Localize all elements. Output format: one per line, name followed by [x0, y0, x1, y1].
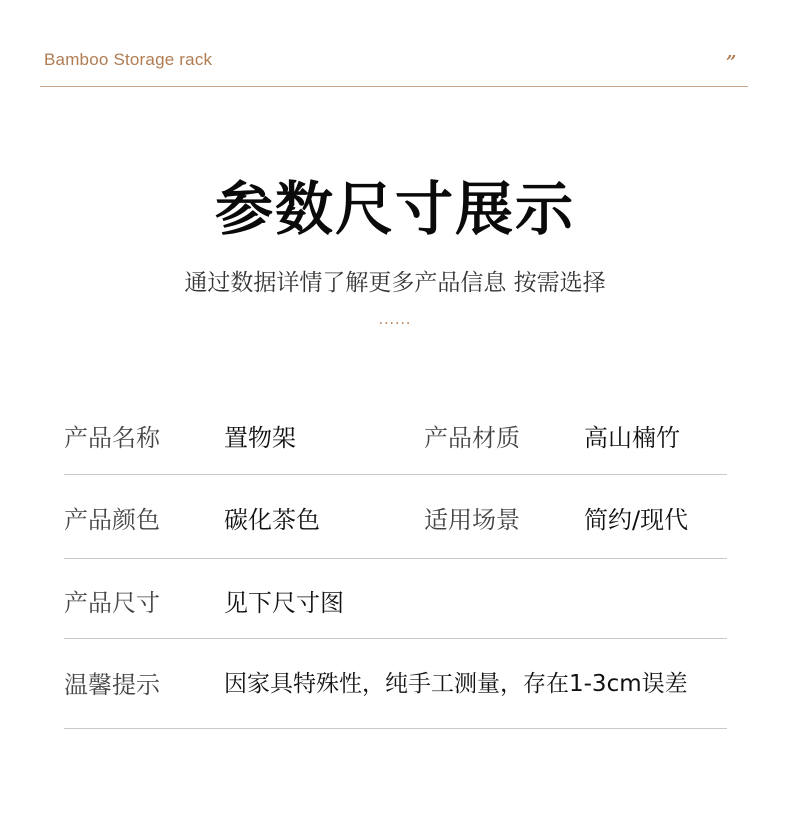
spec-value-size: 见下尺寸图 — [224, 589, 344, 617]
spec-label-material: 产品材质 — [424, 424, 520, 452]
dotted-divider: ...... — [378, 312, 412, 328]
spec-value-color: 碳化茶色 — [224, 506, 320, 534]
row-divider — [64, 474, 727, 475]
spec-value-scene: 简约/现代 — [584, 506, 689, 534]
brand-mark-icon: ” — [726, 52, 737, 73]
spec-label-scene: 适用场景 — [424, 506, 520, 534]
header-divider — [40, 86, 748, 87]
row-divider — [64, 638, 727, 639]
row-divider — [64, 728, 727, 729]
row-divider — [64, 558, 727, 559]
page-title: 参数尺寸展示 — [214, 175, 575, 243]
spec-label-color: 产品颜色 — [64, 506, 160, 534]
spec-label-name: 产品名称 — [64, 424, 160, 452]
spec-value-name: 置物架 — [224, 424, 296, 452]
spec-value-material: 高山楠竹 — [584, 424, 680, 452]
spec-value-tip: 因家具特殊性，纯手工测量，存在1-3cm误差 — [224, 671, 688, 697]
spec-label-size: 产品尺寸 — [64, 589, 160, 617]
page-subtitle: 通过数据详情了解更多产品信息 按需选择 — [184, 270, 606, 296]
brand-tagline: Bamboo Storage rack — [44, 50, 213, 69]
spec-label-tip: 温馨提示 — [64, 671, 160, 699]
